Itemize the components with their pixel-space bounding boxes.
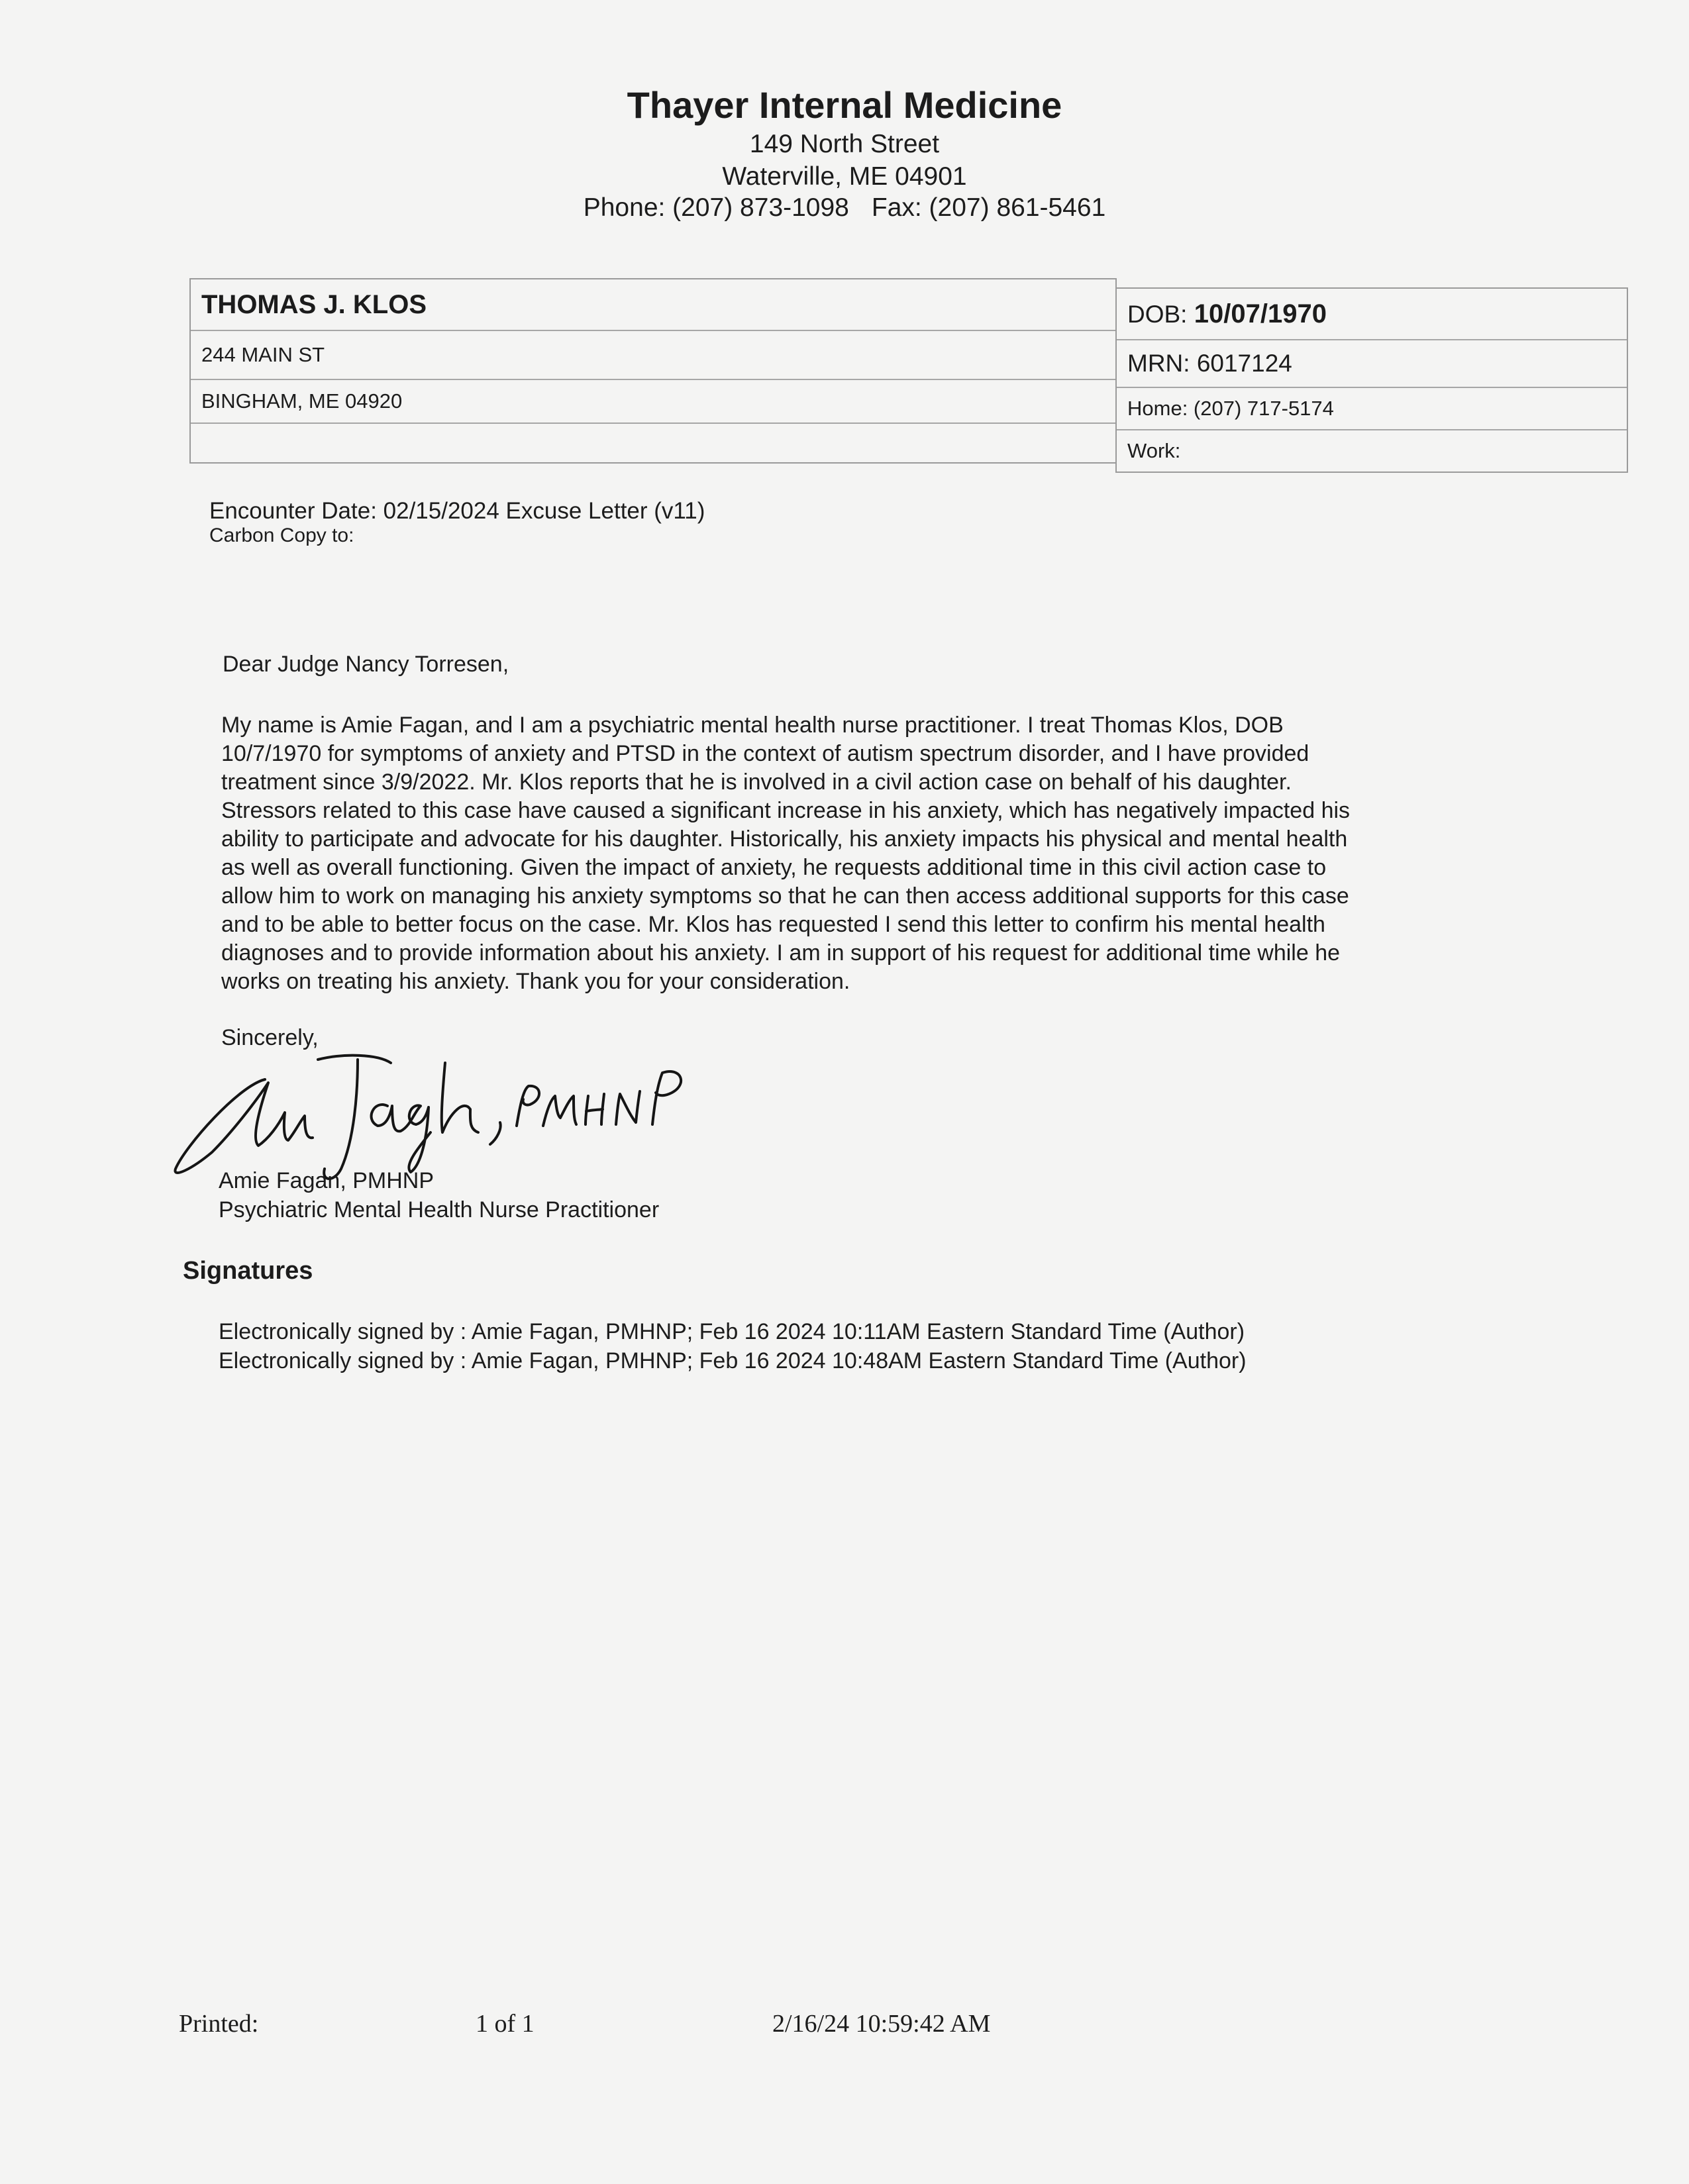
body-line: ability to participate and advocate for his daughter. Historically, his anxiety impacts his physical and mental health [221, 826, 1348, 852]
body-line: as well as overall functioning. Given the impact of anxiety, he requests additional time in this civil action case to [221, 855, 1327, 880]
clinic-phone: Phone: (207) 873-1098 [583, 193, 849, 222]
patient-address-line1: 244 MAIN ST [201, 343, 325, 366]
salutation: Dear Judge Nancy Torresen, [223, 652, 509, 677]
signatures-heading: Signatures [183, 1257, 313, 1285]
signer-title: Psychiatric Mental Health Nurse Practitioner [219, 1197, 660, 1222]
body-line: diagnoses and to provide information about his anxiety. I am in support of his request for additional time while he [221, 940, 1341, 966]
patient-home-phone: Home: (207) 717-5174 [1127, 397, 1334, 420]
patient-address-line2: BINGHAM, ME 04920 [201, 389, 403, 413]
body-line: works on treating his anxiety. Thank you for your consideration. [221, 969, 850, 994]
clinic-name: Thayer Internal Medicine [627, 84, 1062, 126]
body-line: My name is Amie Fagan, and I am a psychiatric mental health nurse practitioner. I treat Thomas Klos, DOB [221, 713, 1284, 738]
encounter-line: Encounter Date: 02/15/2024 Excuse Letter (v11) [209, 498, 705, 524]
patient-info-left [189, 278, 1117, 464]
clinic-contact [0, 193, 1689, 223]
patient-dob [1127, 299, 1327, 329]
letter-body [221, 711, 1480, 996]
carbon-copy: Carbon Copy to: [209, 524, 354, 546]
clinic-city: Waterville, ME 04901 [722, 162, 967, 191]
patient-mrn: MRN: 6017124 [1127, 350, 1292, 377]
dob-value: 10/07/1970 [1194, 299, 1327, 328]
body-line: 10/7/1970 for symptoms of anxiety and PTSD in the context of autism spectrum disorder, and I have provided [221, 741, 1309, 766]
esignature-entry: Electronically signed by : Amie Fagan, PMHNP; Feb 16 2024 10:48AM Eastern Standard Time (Author) [219, 1348, 1247, 1373]
patient-info-right [1115, 287, 1628, 473]
footer-timestamp: 2/16/24 10:59:42 AM [772, 2010, 991, 2038]
footer-printed-label: Printed: [179, 2010, 259, 2038]
clinic-fax: Fax: (207) 861-5461 [871, 193, 1106, 222]
esignature-entry: Electronically signed by : Amie Fagan, PMHNP; Feb 16 2024 10:11AM Eastern Standard Time (Author) [219, 1319, 1245, 1344]
dob-label: DOB: [1127, 300, 1188, 328]
closing: Sincerely, [221, 1025, 319, 1050]
signer-name: Amie Fagan, PMHNP [219, 1168, 434, 1193]
body-line: Stressors related to this case have caused a significant increase in his anxiety, which has negatively impacted his [221, 798, 1351, 823]
clinic-street: 149 North Street [749, 130, 940, 158]
footer-page-number: 1 of 1 [476, 2010, 535, 2038]
body-line: treatment since 3/9/2022. Mr. Klos reports that he is involved in a civil action case on behalf of his daughter. [221, 769, 1292, 795]
body-line: allow him to work on managing his anxiety symptoms so that he can then access additional supports for this case [221, 883, 1349, 909]
patient-work-phone: Work: [1127, 439, 1181, 462]
body-line: and to be able to better focus on the case. Mr. Klos has requested I send this letter to confirm his mental health [221, 912, 1325, 937]
patient-name: THOMAS J. KLOS [201, 289, 427, 319]
